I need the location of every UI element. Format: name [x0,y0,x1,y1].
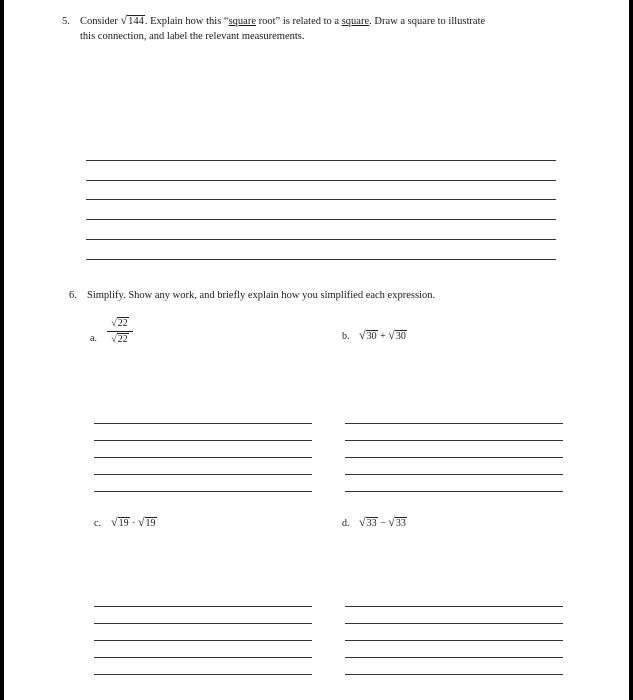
question-5-line-1 [62,13,582,29]
question-5-line-2: this connection, and label the relevant measurements. [80,31,305,42]
answer-line [345,606,563,607]
answer-line [94,674,312,675]
answer-line [345,657,563,658]
answer-line [86,199,556,200]
answer-line [86,219,556,220]
part-c-expression: √19 · √19 [111,515,156,529]
part-b-expression: √30 + √30 [359,328,406,342]
part-b-label: b. [342,331,350,342]
answer-line [345,423,563,424]
answer-line [345,474,563,475]
answer-line [345,640,563,641]
answer-line [94,423,312,424]
question-5-number: 5. [62,16,70,27]
underlined-square: square [341,16,370,27]
answer-line [345,674,563,675]
question-5-text-3: root” is related to a [256,16,342,27]
answer-line [94,491,312,492]
right-radicand: 30 [395,331,406,342]
answer-line [86,259,556,260]
right-radicand: 33 [395,518,406,529]
answer-line [94,657,312,658]
question-5-text: Consider [80,16,118,27]
question-6-prompt: Simplify. Show any work, and briefly explain how you simplified each expression. [87,290,436,301]
fraction-bar [107,331,133,332]
answer-line [86,160,556,161]
answer-line [94,640,312,641]
underlined-square-root: square [228,16,256,27]
question-5-text-2: . Explain how this “ [144,16,229,27]
denominator-radicand: 22 [117,334,128,345]
answer-line [345,440,563,441]
numerator-radicand: 22 [117,318,128,329]
operator: + [380,331,386,342]
question-5-text-4: . Draw a square to illustrate [369,16,486,27]
answer-line [345,623,563,624]
right-radicand: 19 [145,518,156,529]
sqrt-144: √144 [120,13,144,27]
answer-line [86,180,556,181]
left-radicand: 19 [118,518,129,529]
fraction-numerator: √22 [111,318,128,329]
answer-line [345,457,563,458]
worksheet-page [4,0,629,700]
question-6 [69,288,589,303]
part-a-fraction [107,318,133,345]
answer-line [94,457,312,458]
fraction-denominator: √22 [111,334,128,345]
left-radicand: 30 [366,331,377,342]
question-6-number: 6. [69,290,77,301]
operator: · [132,518,136,529]
answer-line [94,623,312,624]
answer-line [94,474,312,475]
question-5 [62,13,582,44]
answer-line [345,491,563,492]
left-radicand: 33 [366,518,377,529]
part-d-expression: √33 − √33 [359,515,406,529]
answer-line [94,606,312,607]
part-c-label: c. [94,518,101,529]
part-d-label: d. [342,518,350,529]
part-a-label: a. [90,333,97,344]
radicand-144: 144 [128,16,144,27]
operator: − [380,518,386,529]
answer-line [86,239,556,240]
answer-line [94,440,312,441]
